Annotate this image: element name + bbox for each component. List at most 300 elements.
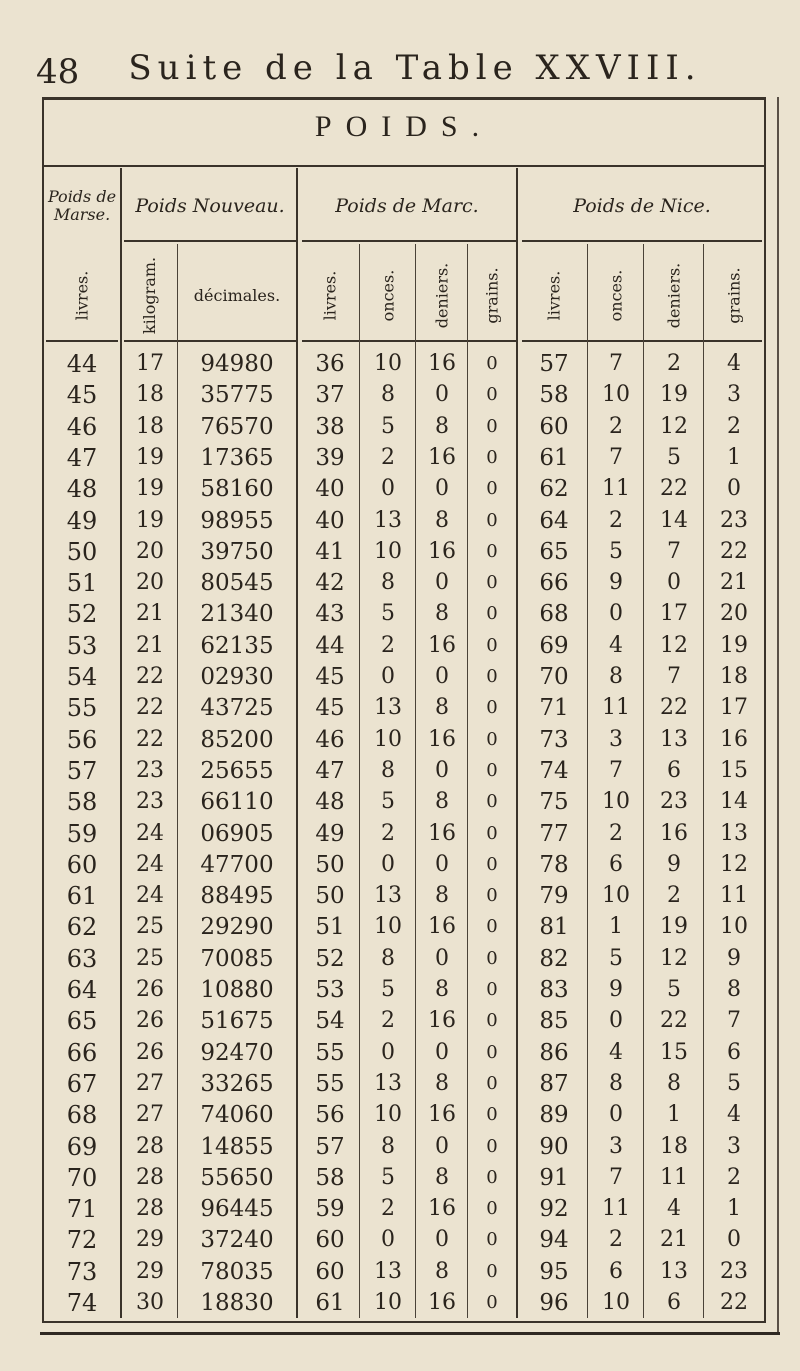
table-cell-nd: 18 [660,1133,688,1159]
table-cell-ml: 47 [315,757,345,784]
table-cell-ml: 50 [315,883,345,910]
table-cell-nl: 71 [539,695,569,722]
table-cell-nd: 1 [667,1102,681,1128]
table-cell-mo: 10 [374,538,402,564]
table-cell-dec: 74060 [200,1102,274,1129]
table-cell-md: 0 [435,1039,449,1065]
table-cell-mg: 0 [486,353,498,374]
table-cell-mar: 68 [66,1101,98,1130]
table-cell-nl: 83 [539,977,569,1003]
table-cell-no: 2 [609,820,623,846]
table-cell-mg: 0 [486,791,498,813]
table-cell-nd: 0 [667,570,681,596]
table-cell-no: 8 [609,1070,623,1096]
header-rule-nouveau [124,340,296,342]
table-cell-mar: 47 [66,443,98,472]
table-row [0,692,800,724]
table-cell-kg: 25 [136,914,164,940]
table-cell-nl: 87 [539,1070,569,1097]
table-cell-ng: 17 [720,695,748,721]
table-cell-ng: 0 [727,1227,741,1253]
table-cell-no: 4 [609,632,623,658]
table-cell-nl: 70 [539,664,569,690]
table-cell-md: 0 [435,851,449,877]
table-cell-nd: 11 [660,1164,688,1190]
table-cell-dec: 37240 [200,1227,274,1254]
table-cell-no: 5 [609,945,623,971]
group-header-marse: Poids de Marse. [47,187,117,224]
table-cell-dec: 78035 [200,1258,274,1285]
table-cell-ng: 23 [720,507,748,533]
table-cell-ng: 22 [720,1290,748,1315]
table-cell-nd: 8 [667,1070,681,1096]
table-cell-md: 0 [435,1227,449,1253]
table-cell-ng: 11 [720,883,748,909]
table-cell-kg: 22 [136,695,164,721]
table-cell-ml: 51 [315,914,345,941]
table-cell-nl: 65 [539,538,569,565]
table-cell-mg: 0 [486,415,498,437]
table-cell-kg: 18 [136,382,164,408]
table-cell-mar: 53 [66,631,98,660]
table-cell-ml: 57 [315,1133,345,1160]
table-cell-kg: 26 [136,1008,164,1034]
table-row [0,786,800,818]
table-cell-nl: 89 [539,1102,569,1129]
table-cell-dec: 18830 [200,1290,274,1316]
table-cell-ng: 14 [720,789,748,815]
group-rule-marc [302,240,516,242]
table-cell-md: 0 [435,945,449,971]
table-cell-mar: 56 [66,725,98,754]
table-cell-no: 3 [609,1133,623,1159]
table-row [0,818,800,850]
table-cell-mar: 69 [66,1132,98,1161]
table-cell-ng: 9 [727,945,741,971]
table-cell-kg: 23 [136,757,164,783]
table-cell-no: 0 [609,601,623,627]
table-cell-ml: 52 [315,945,345,972]
table-cell-nd: 7 [667,538,681,564]
table-cell-ml: 59 [315,1196,345,1223]
table-cell-nd: 5 [667,977,681,1002]
table-cell-md: 8 [435,883,449,909]
table-cell-ml: 45 [315,664,345,690]
table-cell-no: 2 [609,507,623,533]
table-cell-ng: 13 [720,820,748,846]
table-cell-nl: 82 [539,945,569,972]
table-cell-mo: 0 [381,664,395,689]
table-cell-mo: 0 [381,851,395,877]
table-row [0,661,800,693]
table-cell-md: 16 [428,632,456,658]
table-cell-mo: 10 [374,726,402,752]
table-cell-ng: 15 [720,757,748,783]
table-row [0,1068,800,1100]
table-cell-mo: 5 [381,977,395,1002]
table-cell-mo: 5 [381,1164,395,1190]
table-cell-ng: 1 [727,444,741,470]
table-cell-dec: 35775 [200,382,274,409]
table-cell-nd: 5 [667,444,681,470]
table-cell-no: 5 [609,538,623,564]
table-cell-nd: 17 [660,601,688,627]
table-cell-ml: 38 [315,413,345,440]
table-cell-ml: 41 [315,538,345,565]
table-cell-dec: 58160 [200,476,274,503]
table-cell-ng: 1 [727,1196,741,1222]
table-cell-ng: 10 [720,914,748,940]
table-cell-ng: 5 [727,1070,741,1096]
table-row [0,943,800,975]
table-cell-ng: 19 [720,632,748,658]
table-cell-kg: 21 [136,632,164,658]
table-cell-dec: 47700 [200,851,274,878]
table-cell-mo: 0 [381,1039,395,1065]
table-cell-mar: 49 [66,506,98,535]
table-cell-ml: 40 [315,507,345,534]
table-cell-ng: 2 [727,413,741,439]
table-cell-mg: 0 [486,1072,498,1094]
table-cell-mo: 13 [374,507,402,533]
table-cell-kg: 20 [136,538,164,564]
table-cell-dec: 55650 [200,1164,274,1191]
table-cell-mar: 67 [66,1069,98,1098]
table-cell-dec: 14855 [200,1133,274,1160]
table-cell-nl: 94 [539,1227,569,1254]
table-cell-dec: 43725 [200,695,274,722]
table-cell-mo: 2 [381,1196,395,1222]
table-cell-nl: 66 [539,570,569,597]
col-header-decimales: décimales. [193,285,281,305]
table-row [0,1224,800,1256]
table-cell-no: 0 [609,1008,623,1034]
table-cell-mar: 66 [66,1038,98,1067]
page-header [0,0,800,90]
table-cell-ml: 58 [315,1164,345,1191]
table-cell-mg: 0 [486,916,498,938]
col-header-nice-onces: onces. [606,269,626,321]
table-cell-mar: 57 [66,756,98,785]
table-cell-md: 0 [435,570,449,596]
table-cell-no: 0 [609,1102,623,1128]
table-row [0,1256,800,1288]
table-cell-mo: 0 [381,1227,395,1253]
col-header-marse-livres: livres. [72,270,92,320]
table-cell-nd: 15 [660,1039,688,1065]
table-cell-ml: 37 [315,382,345,409]
table-cell-no: 7 [609,1164,623,1190]
table-cell-ml: 61 [315,1290,345,1316]
table-cell-mar: 64 [66,976,98,1004]
table-cell-mo: 2 [381,820,395,846]
table-row [0,536,800,568]
table-cell-nl: 90 [539,1133,569,1160]
table-cell-mo: 8 [381,382,395,408]
table-cell-mg: 0 [486,1229,498,1251]
table-cell-mo: 13 [374,1070,402,1096]
table-cell-md: 16 [428,1196,456,1222]
table-cell-no: 7 [609,444,623,470]
table-cell-mg: 0 [486,853,498,875]
table-cell-kg: 26 [136,1039,164,1065]
table-row [0,724,800,756]
table-row [0,473,800,505]
table-cell-nl: 95 [539,1258,569,1285]
table-cell-kg: 19 [136,476,164,502]
table-cell-dec: 29290 [200,914,274,941]
table-cell-mo: 10 [374,914,402,940]
table-cell-kg: 22 [136,726,164,752]
table-cell-nd: 21 [660,1227,688,1253]
table-cell-ng: 0 [727,476,741,502]
table-cell-mg: 0 [486,728,498,750]
table-cell-mo: 0 [381,476,395,502]
table-cell-mo: 2 [381,1008,395,1034]
table-cell-mar: 50 [66,537,98,566]
table-cell-mg: 0 [486,1166,498,1188]
table-cell-mar: 51 [66,569,98,598]
table-row [0,442,800,474]
table-row [0,1099,800,1131]
table-cell-mar: 55 [66,694,98,723]
table-cell-dec: 39750 [200,538,274,565]
table-cell-mar: 71 [66,1195,98,1224]
table-cell-nl: 68 [539,601,569,628]
table-row [0,411,800,443]
table-cell-kg: 29 [136,1227,164,1253]
table-cell-no: 11 [602,695,630,721]
table-cell-mar: 63 [66,944,98,973]
table-cell-dec: 66110 [200,789,274,816]
table-cell-ml: 60 [315,1227,345,1254]
table-cell-dec: 06905 [200,820,274,847]
table-cell-ml: 43 [315,601,345,628]
table-row [0,1037,800,1069]
table-cell-dec: 92470 [200,1039,274,1066]
table-cell-mo: 5 [381,789,395,815]
table-cell-mg: 0 [486,1010,498,1032]
table-row [0,567,800,599]
group-rule-nouveau [124,240,296,242]
table-cell-mg: 0 [486,446,498,468]
table-cell-mar: 54 [66,663,98,691]
title-rule [44,165,764,167]
table-cell-kg: 29 [136,1258,164,1284]
table-cell-nd: 23 [660,789,688,815]
table-cell-mar: 60 [66,850,98,879]
table-cell-nd: 6 [667,1290,681,1315]
table-cell-ng: 2 [727,1164,741,1190]
table-cell-kg: 28 [136,1133,164,1159]
table-cell-mar: 62 [66,913,98,942]
table-cell-nl: 69 [539,632,569,659]
table-cell-dec: 94980 [200,351,274,377]
table-cell-md: 16 [428,351,456,376]
table-cell-ng: 18 [720,664,748,689]
table-row [0,630,800,662]
table-cell-md: 0 [435,476,449,502]
table-cell-nd: 6 [667,757,681,783]
table-cell-mg: 0 [486,1198,498,1220]
table-cell-ml: 55 [315,1039,345,1066]
table-cell-md: 8 [435,1164,449,1190]
table-cell-dec: 88495 [200,883,274,910]
table-cell-no: 10 [602,789,630,815]
table-cell-dec: 25655 [200,757,274,784]
table-cell-no: 9 [609,977,623,1002]
table-cell-nl: 58 [539,382,569,409]
table-cell-mo: 2 [381,444,395,470]
table-cell-nl: 74 [539,757,569,784]
table-cell-ng: 3 [727,1133,741,1159]
table-cell-mo: 10 [374,1290,402,1315]
table-cell-mg: 0 [486,1135,498,1157]
table-cell-nd: 22 [660,476,688,502]
table-row [0,974,800,1006]
table-cell-nd: 13 [660,1258,688,1284]
table-cell-dec: 98955 [200,507,274,534]
table-cell-mg: 0 [486,697,498,719]
table-cell-dec: 76570 [200,413,274,440]
table-cell-nl: 79 [539,883,569,910]
table-cell-no: 8 [609,664,623,689]
table-cell-md: 16 [428,1008,456,1034]
table-cell-no: 7 [609,351,623,376]
table-cell-nl: 77 [539,820,569,847]
table-row [0,1005,800,1037]
table-cell-mg: 0 [486,509,498,531]
table-cell-mg: 0 [486,1260,498,1282]
table-cell-no: 4 [609,1039,623,1065]
table-row [0,880,800,912]
table-cell-nd: 19 [660,382,688,408]
table-cell-mar: 59 [66,819,98,848]
table-cell-ml: 48 [315,789,345,816]
table-cell-no: 10 [602,883,630,909]
table-cell-ml: 60 [315,1258,345,1285]
table-cell-nl: 85 [539,1008,569,1035]
table-cell-mar: 52 [66,600,98,629]
table-cell-no: 6 [609,851,623,877]
table-cell-kg: 28 [136,1196,164,1222]
table-cell-mg: 0 [486,634,498,656]
table-cell-mg: 0 [486,759,498,781]
table-row [0,505,800,537]
table-cell-md: 16 [428,444,456,470]
table-cell-nl: 64 [539,507,569,534]
table-cell-md: 8 [435,601,449,627]
table-cell-md: 8 [435,1258,449,1284]
table-row [0,1162,800,1194]
table-cell-mg: 0 [486,1104,498,1126]
col-header-nice-deniers: deniers. [664,262,684,328]
table-cell-no: 10 [602,1290,630,1315]
table-cell-dec: 33265 [200,1070,274,1097]
table-cell-dec: 51675 [200,1008,274,1035]
table-cell-mg: 0 [486,540,498,562]
table-cell-dec: 85200 [200,726,274,753]
table-cell-md: 8 [435,695,449,721]
table-cell-kg: 24 [136,851,164,877]
table-cell-no: 11 [602,476,630,502]
table-cell-ml: 54 [315,1008,345,1035]
table-cell-mar: 45 [66,381,98,410]
table-cell-nl: 96 [539,1290,569,1316]
table-cell-no: 6 [609,1258,623,1284]
header-rule-nice [522,340,762,342]
table-cell-mg: 0 [486,947,498,969]
table-cell-nd: 2 [667,883,681,909]
table-cell-mg: 0 [486,478,498,500]
group-header-nouveau: Poids Nouveau. [135,194,285,217]
table-cell-mo: 2 [381,632,395,658]
table-cell-kg: 24 [136,820,164,846]
table-cell-nd: 7 [667,664,681,689]
col-header-marc-grains: grains. [482,266,502,324]
table-cell-mar: 73 [66,1257,98,1286]
group-header-nice: Poids de Nice. [573,194,711,217]
table-cell-nd: 16 [660,820,688,846]
table-cell-nl: 86 [539,1039,569,1066]
table-cell-mar: 65 [66,1007,98,1036]
table-cell-nd: 14 [660,507,688,533]
table-cell-ng: 3 [727,382,741,408]
table-cell-kg: 18 [136,413,164,439]
table-row [0,379,800,411]
table-cell-nd: 12 [660,945,688,971]
bottom-rule [40,1332,780,1335]
table-cell-no: 7 [609,757,623,783]
table-cell-no: 1 [609,914,623,940]
table-cell-mar: 61 [66,882,98,911]
table-cell-md: 16 [428,726,456,752]
table-cell-kg: 25 [136,945,164,971]
table-cell-ng: 21 [720,570,748,596]
table-cell-md: 16 [428,538,456,564]
table-cell-kg: 19 [136,507,164,533]
table-cell-mg: 0 [486,603,498,625]
table-cell-nl: 92 [539,1196,569,1223]
table-cell-md: 0 [435,757,449,783]
table-cell-md: 0 [435,664,449,689]
table-cell-nd: 2 [667,351,681,376]
table-cell-nl: 75 [539,789,569,816]
table-cell-nd: 4 [667,1196,681,1222]
table-cell-kg: 24 [136,883,164,909]
table-cell-kg: 28 [136,1164,164,1190]
table-cell-md: 8 [435,977,449,1002]
table-cell-mo: 13 [374,883,402,909]
table-cell-md: 8 [435,413,449,439]
table-cell-mg: 0 [486,885,498,907]
table-cell-ml: 56 [315,1102,345,1129]
table-cell-mar: 74 [66,1289,98,1317]
table-cell-md: 16 [428,1290,456,1315]
table-cell-mo: 5 [381,601,395,627]
table-cell-md: 16 [428,820,456,846]
table-cell-dec: 62135 [200,632,274,659]
table-cell-mar: 72 [66,1226,98,1255]
table-cell-nd: 13 [660,726,688,752]
table-cell-no: 3 [609,726,623,752]
table-cell-nl: 78 [539,851,569,878]
table-cell-ml: 39 [315,444,345,471]
table-cell-ml: 46 [315,726,345,753]
table-cell-ml: 42 [315,570,345,597]
table-cell-mg: 0 [486,384,498,406]
table-cell-ml: 44 [315,632,345,659]
